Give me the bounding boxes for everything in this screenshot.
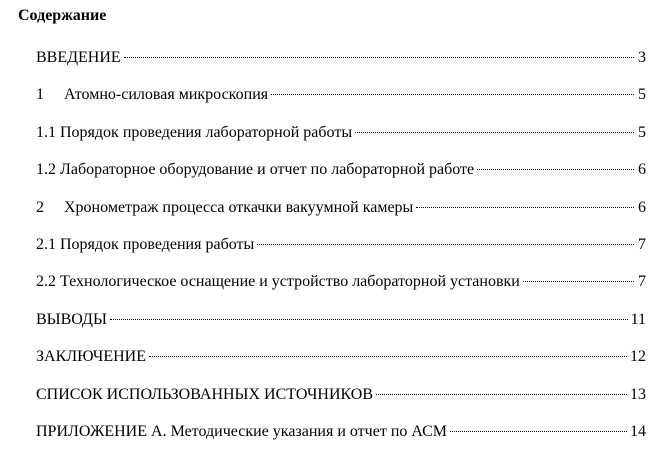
toc-list xyxy=(36,46,646,457)
toc-entry[interactable] xyxy=(36,308,646,345)
toc-entry-page: 6 xyxy=(638,198,646,216)
toc-entry[interactable] xyxy=(36,383,646,420)
toc-entry-page: 13 xyxy=(630,385,646,403)
toc-dot-leader xyxy=(376,394,627,395)
toc-entry-text: СПИСОК ИСПОЛЬЗОВАННЫХ ИСТОЧНИКОВ xyxy=(36,385,374,403)
toc-entry-number: 2.2 xyxy=(36,273,56,291)
toc-entry-text: ЗАКЛЮЧЕНИЕ xyxy=(36,348,146,366)
toc-entry-text: ВЫВОДЫ xyxy=(36,310,107,328)
toc-entry-text: ВВЕДЕНИЕ xyxy=(36,49,121,66)
toc-entry[interactable] xyxy=(36,233,646,270)
toc-entry[interactable] xyxy=(36,270,646,307)
toc-dot-leader xyxy=(416,207,634,208)
toc-entry-page: 3 xyxy=(638,49,646,66)
toc-entry[interactable] xyxy=(36,420,646,457)
toc-entry-text: Хронометраж процесса откачки вакуумной камеры xyxy=(64,198,414,216)
toc-entry-page: 14 xyxy=(630,422,646,440)
toc-entry-text: ПРИЛОЖЕНИЕ А. Методические указания и отчет по АСМ xyxy=(36,422,448,440)
toc-dot-leader xyxy=(110,319,628,320)
toc-entry-number: 2 xyxy=(36,198,44,216)
toc-entry-page: 5 xyxy=(638,123,646,141)
toc-entry-page: 5 xyxy=(638,86,646,104)
toc-entry-page: 7 xyxy=(638,273,646,291)
toc-entry[interactable] xyxy=(36,46,646,83)
toc-entry[interactable] xyxy=(36,158,646,195)
toc-dot-leader xyxy=(523,281,634,282)
toc-entry-text: Порядок проведения работы xyxy=(60,235,255,253)
toc-dot-leader xyxy=(477,169,634,170)
toc-entry[interactable] xyxy=(36,121,646,158)
toc-entry-page: 11 xyxy=(630,310,646,328)
toc-entry[interactable] xyxy=(36,345,646,382)
toc-dot-leader xyxy=(124,57,634,58)
toc-dot-leader xyxy=(450,431,627,432)
toc-entry-number: 1.2 xyxy=(36,161,56,179)
toc-entry-text: Лабораторное оборудование и отчет по лабораторной работе xyxy=(60,161,475,179)
toc-entry-text: Технологическое оснащение и устройство лабораторной установки xyxy=(60,273,520,291)
toc-entry-number: 2.1 xyxy=(36,235,56,253)
toc-entry-page: 12 xyxy=(630,348,646,366)
toc-entry-number: 1 xyxy=(36,86,44,104)
toc-entry-text: Порядок проведения лабораторной работы xyxy=(60,123,353,141)
toc-entry[interactable] xyxy=(36,196,646,233)
toc-title: Содержание xyxy=(18,7,107,24)
toc-dot-leader xyxy=(271,94,634,95)
toc-entry-text: Атомно-силовая микроскопия xyxy=(64,86,269,104)
toc-entry-page: 7 xyxy=(638,235,646,253)
toc-dot-leader xyxy=(149,356,627,357)
toc-dot-leader xyxy=(355,132,634,133)
toc-entry[interactable] xyxy=(36,83,646,120)
toc-entry-page: 6 xyxy=(638,161,646,179)
toc-entry-number: 1.1 xyxy=(36,123,56,141)
toc-dot-leader xyxy=(257,244,634,245)
